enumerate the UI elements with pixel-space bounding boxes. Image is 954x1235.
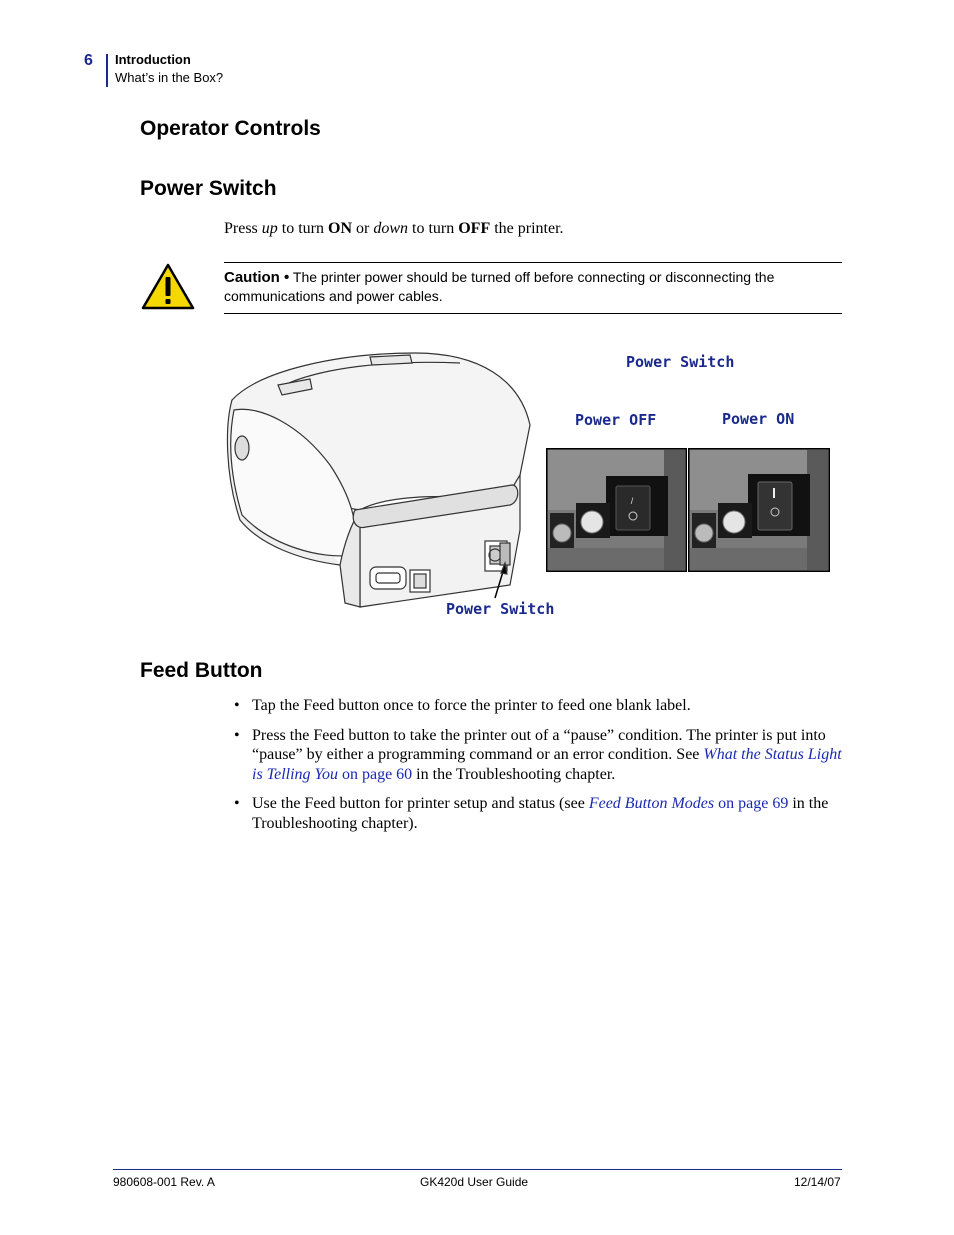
- link-page-69[interactable]: on page 69: [714, 795, 789, 812]
- text-segment: or: [352, 220, 374, 237]
- caution-warning-icon: [140, 262, 196, 312]
- power-switch-instruction: [224, 220, 564, 238]
- list-item: [232, 726, 842, 785]
- footer-guide-title: GK420d User Guide: [420, 1175, 529, 1189]
- svg-text:/: /: [630, 496, 634, 506]
- list-item: [232, 794, 842, 833]
- page-number: 6: [84, 52, 93, 69]
- header-section-title: Introduction: [115, 52, 191, 67]
- bullet-text: Tap the Feed button once to force the printer to feed one blank label.: [252, 697, 691, 714]
- text-segment: the printer.: [490, 220, 564, 237]
- figure-label-power-on: Power ON: [722, 410, 795, 428]
- feed-button-list: [232, 696, 842, 843]
- footer-rule: [113, 1169, 842, 1170]
- figure-label-power-switch-top: Power Switch: [626, 353, 735, 371]
- text-down: down: [373, 220, 408, 237]
- photo-power-on: [688, 448, 830, 572]
- header-divider: [106, 54, 108, 87]
- figure-label-power-switch-bottom: Power Switch: [446, 600, 555, 618]
- heading-feed-button: Feed Button: [140, 659, 263, 682]
- text-up: up: [261, 220, 278, 237]
- heading-operator-controls: Operator Controls: [140, 117, 321, 140]
- link-page-60[interactable]: on page 60: [337, 765, 413, 783]
- bullet-text: in the Troubleshooting chapter.: [412, 765, 616, 783]
- footer-date: 12/14/07: [794, 1175, 841, 1189]
- caution-bottom-rule: [224, 313, 842, 314]
- text-on: ON: [328, 220, 352, 237]
- caution-label: Caution •: [224, 269, 290, 286]
- header-subsection-title: What’s in the Box?: [115, 70, 224, 85]
- bullet-text: Press the Feed button to take the printer out of a “pause” condition. The printer is put into “pause” by either a programming command or an error condition. See: [252, 726, 826, 763]
- link-feed-button-modes[interactable]: Feed Button Modes: [588, 795, 715, 812]
- caution-body: The printer power should be turned off before connecting or disconnecting the communications and power cables.: [224, 269, 775, 304]
- list-item: [232, 696, 842, 716]
- printer-rear-illustration: [220, 345, 540, 615]
- bullet-text: Use the Feed button for printer setup and status (see: [252, 795, 589, 812]
- text-segment: Press: [224, 220, 262, 237]
- caution-note: [224, 268, 834, 305]
- text-segment: to turn: [277, 220, 328, 237]
- bullet-text: in the Troubleshooting chapter).: [252, 795, 829, 832]
- heading-power-switch: Power Switch: [140, 177, 277, 200]
- footer-doc-number: 980608-001 Rev. A: [113, 1175, 215, 1189]
- link-status-light[interactable]: What the Status Light is Telling You: [252, 746, 842, 783]
- figure-label-power-off: Power OFF: [575, 411, 657, 429]
- text-segment: to turn: [408, 220, 459, 237]
- photo-power-off: [546, 448, 687, 572]
- caution-top-rule: [224, 262, 842, 263]
- text-off: OFF: [458, 220, 491, 237]
